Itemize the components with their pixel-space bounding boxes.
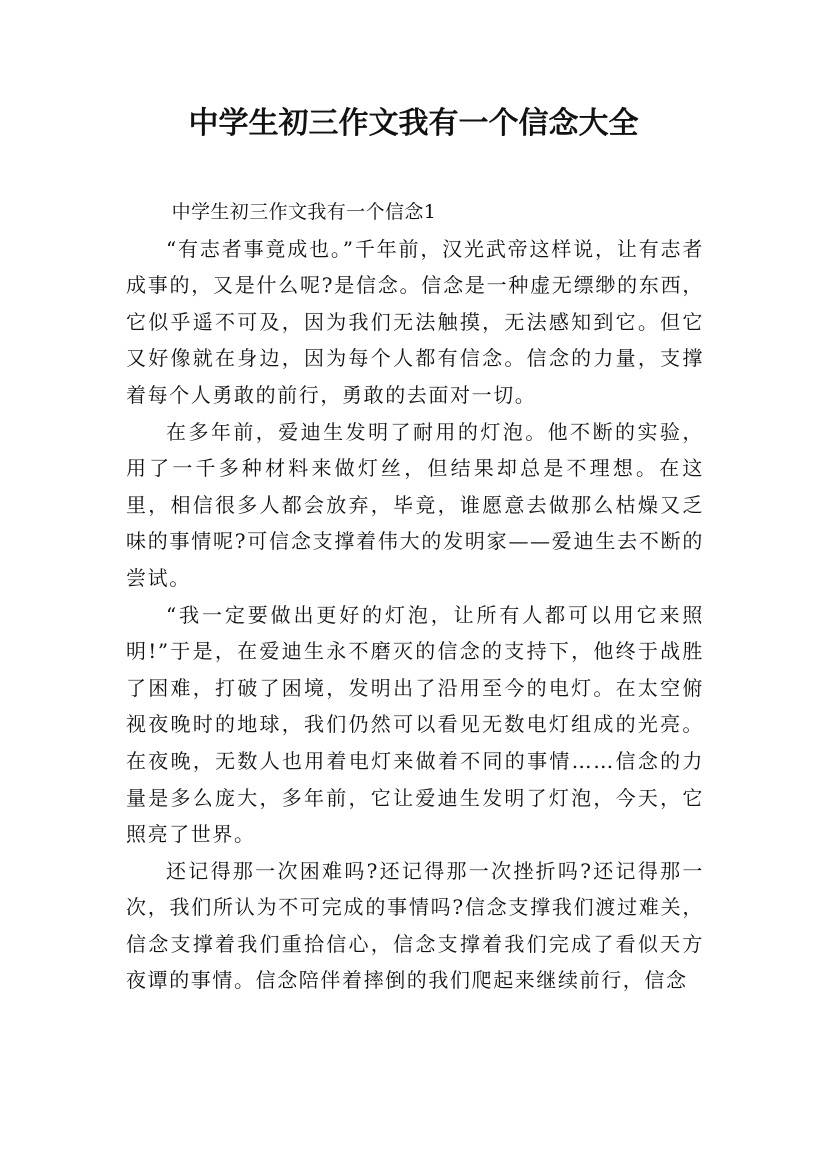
document-title: 中学生初三作文我有一个信念大全 (188, 106, 639, 141)
document-body (126, 194, 704, 999)
section-heading: 中学生初三作文我有一个信念1 (171, 201, 437, 223)
paragraph-2: 在多年前，爱迪生发明了耐用的灯泡。他不断的实验，用了一千多种材料来做灯丝，但结果却总是不理想。在这里，相信很多人都会放弃，毕竟，谁愿意去做那么枯燥又乏味的事情呢?可信念支撑着伟大的发明家——爱迪生去不断的尝试。 (126, 419, 704, 590)
paragraph-4: 还记得那一次困难吗?还记得那一次挫折吗?还记得那一次，我们所认为不可完成的事情吗?信念支撑我们渡过难关，信念支撑着我们重拾信心，信念支撑着我们完成了看似天方夜谭的事情。信念陪伴着摔倒的我们爬起来继续前行，信念 (126, 858, 704, 993)
paragraph-3: “我一定要做出更好的灯泡，让所有人都可以用它来照明!”于是，在爱迪生永不磨灭的信念的支持下，他终于战胜了困难，打破了困境，发明出了沿用至今的电灯。在太空俯视夜晚时的地球，我们仍然可以看见无数电灯组成的光亮。在夜晚，无数人也用着电灯来做着不同的事情……信念的力量是多么庞大，多年前，它让爱迪生发明了灯泡，今天，它照亮了世界。 (126, 602, 704, 847)
paragraph-1: “有志者事竟成也。”千年前，汉光武帝这样说，让有志者成事的，又是什么呢?是信念。信念是一种虚无缥缈的东西，它似乎遥不可及，因为我们无法触摸，无法感知到它。但它又好像就在身边，因为每个人都有信念。信念的力量，支撑着每个人勇敢的前行，勇敢的去面对一切。 (126, 236, 704, 407)
